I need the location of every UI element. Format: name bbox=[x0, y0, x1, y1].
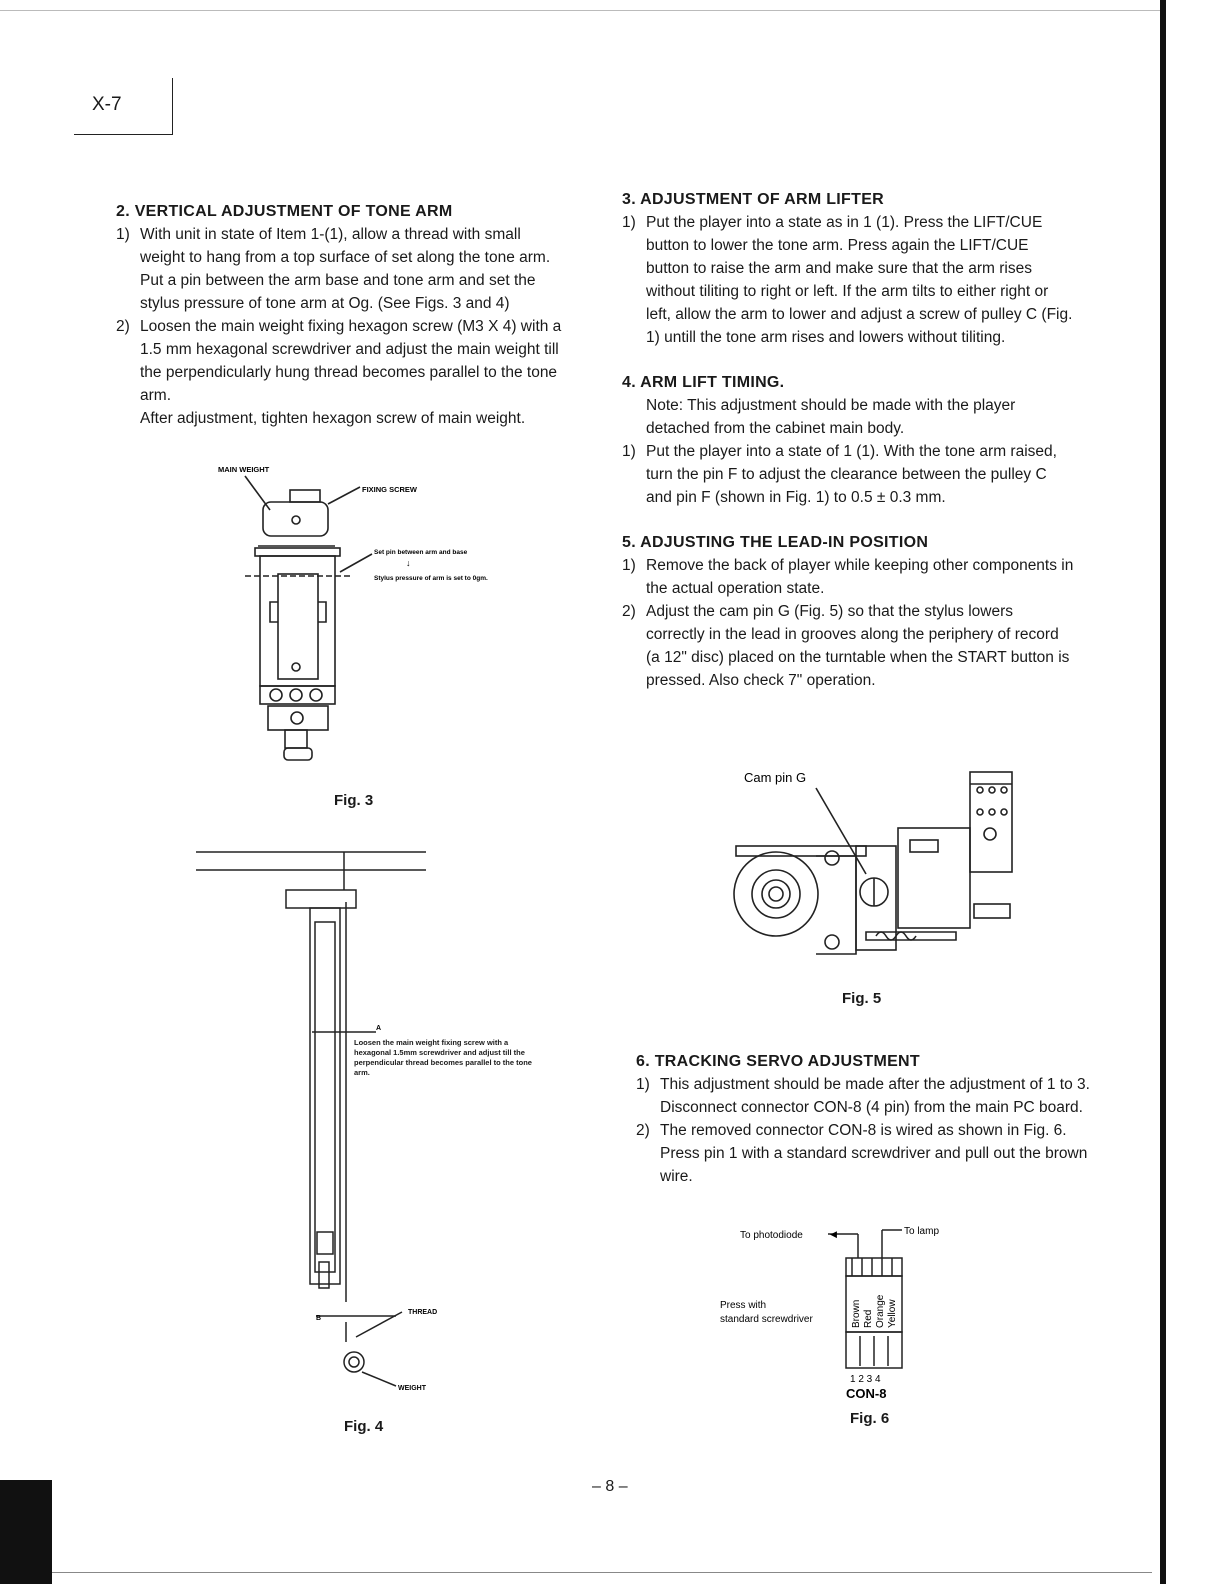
fig-4-caption: Fig. 4 bbox=[344, 1418, 384, 1435]
after-note: After adjustment, tighten hexagon screw of main weight. bbox=[140, 410, 526, 427]
to-lamp-label: To lamp bbox=[904, 1226, 940, 1237]
list-item: 1) Put the player into a state as in 1 (1). Press the LIFT/CUE button to lower the tone arm. Press again the LIFT/CUE button to raise the arm and make sure that the arm rises without tiliting to right or left. If the arm tilts to either right or left, allow the arm to lower and adjust a screw of pulley C (Fig. 1) untill the tone arm rises and lowers without tiliting. bbox=[622, 214, 1073, 346]
section-2-title: 2. VERTICAL ADJUSTMENT OF TONE ARM bbox=[116, 203, 453, 220]
section-6-title: 6. TRACKING SERVO ADJUSTMENT bbox=[636, 1053, 920, 1070]
item-text: Put the player into a state of 1 (1). With the tone arm raised, turn the pin F to adjust the clearance between the pulley C and pin F (shown in Fig. 1) to 0.5 ± 0.3 mm. bbox=[646, 443, 1057, 506]
section-5-title: 5. ADJUSTING THE LEAD-IN POSITION bbox=[622, 534, 929, 551]
section-4-title: 4. ARM LIFT TIMING. bbox=[622, 374, 785, 391]
fig-3-caption: Fig. 3 bbox=[334, 792, 374, 809]
figure-6 bbox=[716, 1218, 976, 1408]
set-pin-label: Set pin between arm and base bbox=[374, 549, 468, 556]
weight-label: WEIGHT bbox=[398, 1385, 426, 1392]
item-text: The removed connector CON-8 is wired as shown in Fig. 6. Press pin 1 with a standard screwdriver and pull out the brown wire. bbox=[660, 1122, 1088, 1185]
item-text: Put the player into a state as in 1 (1). Press the LIFT/CUE button to lower the tone arm. Press again the LIFT/CUE button to raise the arm and make sure that the arm rises without tiliting to right or left. If the arm tilts to either right or left, allow the arm to lower and adjust a screw of pulley C (Fig. 1) untill the tone arm rises and lowers without tiliting. bbox=[646, 214, 1073, 346]
list-item: 2) The removed connector CON-8 is wired as shown in Fig. 6. Press pin 1 with a standard screwdriver and pull out the brown wire. bbox=[636, 1122, 1088, 1185]
item-text: Loosen the main weight fixing hexagon screw (M3 X 4) with a 1.5 mm hexagonal screwdriver and adjust the main weight till the perpendicularly hung thread becomes parallel to the tone arm. bbox=[140, 318, 562, 404]
wire-yellow: Yellow bbox=[887, 1299, 898, 1328]
label-b: B bbox=[316, 1315, 322, 1322]
list-item: 2) Loosen the main weight fixing hexagon screw (M3 X 4) with a 1.5 mm hexagonal screwdriver and adjust the main weight till the perpendicularly hung thread becomes parallel to the tone arm. bbox=[116, 318, 562, 404]
list-item: 1) Remove the back of player while keeping other components in the actual operation state. bbox=[622, 557, 1074, 597]
section-2 bbox=[116, 200, 568, 430]
screwdriver-label: standard screwdriver bbox=[720, 1314, 813, 1325]
main-weight-label: MAIN WEIGHT bbox=[218, 465, 270, 474]
loosen-note: Loosen the main weight fixing screw with a hexagonal 1.5mm screwdriver and adjust till the perpendicular thread becomes parallel to the tone arm. bbox=[354, 1038, 532, 1077]
item-text: With unit in state of Item 1-(1), allow a thread with small weight to hang from a top surface of set along the tone arm. Put a pin between the arm base and tone arm and set the stylus pressure of tone arm at Og. (See Figs. 3 and 4) bbox=[140, 226, 551, 312]
section-3-title: 3. ADJUSTMENT OF ARM LIFTER bbox=[622, 191, 885, 208]
to-photodiode-label: To photodiode bbox=[740, 1230, 803, 1241]
con8-connector-diagram bbox=[716, 1218, 976, 1408]
tone-arm-diagram bbox=[200, 462, 580, 772]
pin-numbers: 1 2 3 4 bbox=[850, 1374, 881, 1385]
wire-red: Red bbox=[863, 1309, 874, 1328]
scan-edge-bar-left bbox=[0, 1480, 52, 1584]
section-4-note: Note: This adjustment should be made with the player detached from the cabinet main body. bbox=[646, 397, 1016, 437]
wire-orange: Orange bbox=[875, 1294, 886, 1328]
connector-label: CON-8 bbox=[846, 1386, 887, 1401]
figure-4 bbox=[196, 842, 536, 1402]
model-label: X-7 bbox=[92, 94, 122, 115]
figure-5 bbox=[726, 764, 1026, 984]
header-rule bbox=[0, 10, 1160, 11]
item-text: Adjust the cam pin G (Fig. 5) so that the stylus lowers correctly in the lead in grooves along the periphery of record (a 12" disc) placed on the turntable when the START button is pressed. Also check 7" operation. bbox=[646, 603, 1070, 689]
figure-3 bbox=[200, 462, 580, 782]
fig-5-caption: Fig. 5 bbox=[842, 990, 882, 1007]
list-item: 1) This adjustment should be made after the adjustment of 1 to 3. Disconnect connector CON-8 (4 pin) from the main PC board. bbox=[636, 1076, 1090, 1116]
svg-text:◀: ◀ bbox=[830, 1229, 837, 1239]
list-item: 2) Adjust the cam pin G (Fig. 5) so that the stylus lowers correctly in the lead in grooves along the periphery of record (a 12" disc) placed on the turntable when the START button is pressed. Also check 7" operation. bbox=[622, 603, 1070, 689]
press-with-label: Press with bbox=[720, 1300, 767, 1311]
svg-text:↓: ↓ bbox=[406, 558, 411, 568]
section-3-5 bbox=[622, 188, 1074, 692]
fixing-screw-label: FIXING SCREW bbox=[362, 485, 418, 494]
list-item: 1) With unit in state of Item 1-(1), allow a thread with small weight to hang from a top surface of set along the tone arm. Put a pin between the arm base and tone arm and set the stylus pressure of tone arm at Og. (See Figs. 3 and 4) bbox=[116, 226, 551, 312]
item-text: Remove the back of player while keeping other components in the actual operation state. bbox=[646, 557, 1074, 597]
page-number: – 8 – bbox=[592, 1478, 628, 1495]
footer-rule bbox=[52, 1572, 1152, 1573]
label-a: A bbox=[376, 1025, 382, 1032]
list-item: 1) Put the player into a state of 1 (1). With the tone arm raised, turn the pin F to adjust the clearance between the pulley C and pin F (shown in Fig. 1) to 0.5 ± 0.3 mm. bbox=[622, 443, 1057, 506]
page-margin-right bbox=[1160, 0, 1224, 1584]
model-box bbox=[74, 78, 173, 135]
section-6 bbox=[636, 1050, 1090, 1188]
wire-brown: Brown bbox=[851, 1299, 862, 1328]
scan-edge-bar bbox=[1160, 0, 1166, 1584]
cam-pin-diagram bbox=[726, 764, 1026, 984]
cam-pin-label: Cam pin G bbox=[744, 770, 807, 785]
fig-6-caption: Fig. 6 bbox=[850, 1410, 890, 1427]
thread-weight-diagram bbox=[196, 842, 536, 1402]
stylus-label: Stylus pressure of arm is set to 0gm. bbox=[374, 575, 488, 582]
thread-label: THREAD bbox=[408, 1309, 438, 1316]
item-text: This adjustment should be made after the adjustment of 1 to 3. Disconnect connector CON-8 (4 pin) from the main PC board. bbox=[660, 1076, 1090, 1116]
